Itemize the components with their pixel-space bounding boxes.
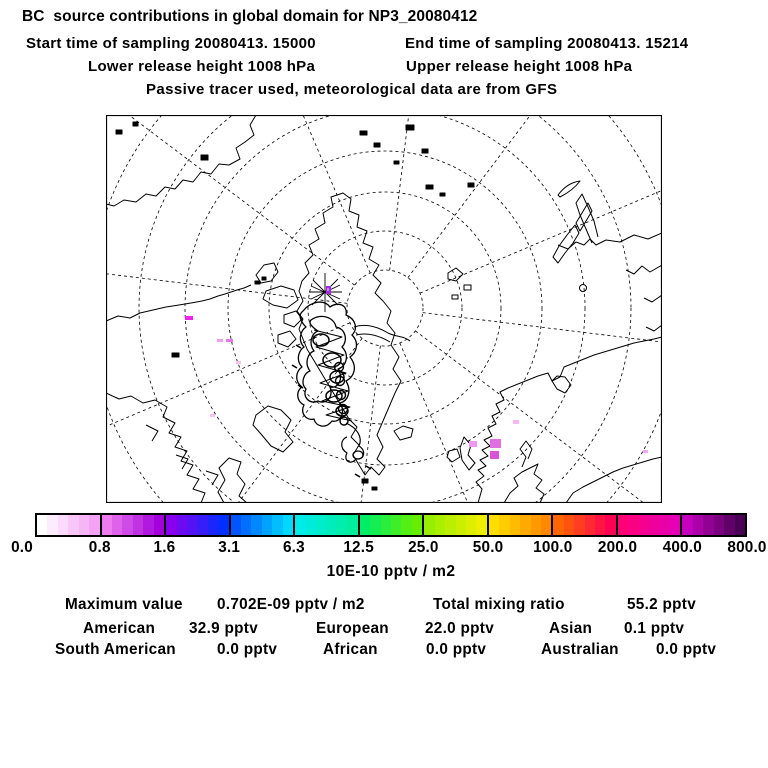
coastline-chukotka [106, 115, 256, 206]
colorbar-cell [231, 515, 241, 535]
islets-bering [116, 122, 208, 160]
coastline-baltic [504, 464, 544, 503]
colorbar-cell [445, 515, 455, 535]
colorbar-cell [391, 515, 401, 535]
colorbar-cell [639, 515, 649, 535]
colorbar-cell [381, 515, 391, 535]
coastline-greenland-ellesmere [297, 193, 401, 475]
colorbar-cell [208, 515, 218, 535]
colorbar-cell [585, 515, 595, 535]
colorbar-cell [122, 515, 132, 535]
tracer-note: Passive tracer used, meteorological data are from GFS [146, 81, 558, 98]
colorbar-cell [283, 515, 293, 535]
colorbar-cell [326, 515, 336, 535]
colorbar-cell [295, 515, 305, 535]
colorbar-cell [531, 515, 541, 535]
colorbar-cell [541, 515, 551, 535]
colorbar-cell [476, 515, 486, 535]
plume-east-arm [354, 325, 410, 342]
white-sea [552, 376, 571, 393]
colorbar-cell [316, 515, 326, 535]
region-label-american: American [83, 620, 156, 637]
colorbar [35, 513, 747, 537]
region-label-asian: Asian [549, 620, 593, 637]
colorbar-cell [306, 515, 316, 535]
colorbar-cell [79, 515, 89, 535]
coastline-scandinavia [476, 337, 662, 503]
meridian-line [400, 343, 541, 503]
region-label-european: European [316, 620, 389, 637]
release-point-dot-highlight [327, 288, 329, 291]
plume-mid-contour [303, 316, 346, 402]
colorbar-cell [724, 515, 734, 535]
region-label-australian: Australian [541, 641, 619, 658]
figure-title: BC source contributions in global domain for NP3_20080412 [22, 8, 478, 25]
islands-svalbard [448, 268, 471, 299]
end-time-label: End time of sampling 20080413. 15214 [405, 35, 689, 52]
islets-greenland-south [362, 479, 377, 490]
colorbar-segment [616, 515, 681, 535]
island-novaya-zemlya-south [553, 225, 579, 263]
region-value-asian: 0.1 pptv [624, 620, 685, 637]
latitude-circle [228, 151, 542, 465]
colorbar-cell [412, 515, 422, 535]
colorbar-cell [166, 515, 176, 535]
upper-release-label: Upper release height 1008 hPa [406, 58, 633, 75]
island-ring [580, 285, 587, 292]
colorbar-cell [133, 515, 143, 535]
colorbar-segment [100, 515, 165, 535]
island-curved-sliver [558, 181, 580, 197]
island-ireland [447, 449, 460, 462]
plume-lower-cell [353, 451, 363, 459]
coastlines [106, 115, 662, 503]
latitude-circle [185, 115, 585, 503]
colorbar-cell [595, 515, 605, 535]
siberia-gulfs [626, 265, 662, 331]
region-label-south-american: South American [55, 641, 176, 658]
colorbar-segment [229, 515, 294, 535]
colorbar-cell [218, 515, 228, 535]
colorbar-cell [370, 515, 380, 535]
map-frame [107, 116, 662, 503]
colorbar-segment [293, 515, 358, 535]
colorbar-cell [154, 515, 164, 535]
coastline-siberia [558, 233, 662, 249]
colorbar-segment [37, 515, 100, 535]
region-value-african: 0.0 pptv [426, 641, 487, 658]
trace-concentration-dots [185, 316, 648, 459]
region-value-american: 32.9 pptv [189, 620, 259, 637]
colorbar-cell [272, 515, 282, 535]
colorbar-segment [551, 515, 616, 535]
colorbar-cell [177, 515, 187, 535]
colorbar-tick-label: 12.5 [343, 539, 374, 556]
region-label-african: African [323, 641, 378, 658]
island-baffin [253, 406, 293, 452]
colorbar-cell [670, 515, 680, 535]
colorbar-segment [487, 515, 552, 535]
region-value-european: 22.0 pptv [425, 620, 495, 637]
latitude-circle [308, 231, 462, 385]
colorbar-cell [197, 515, 207, 535]
colorbar-cell [564, 515, 574, 535]
colorbar-cell [37, 515, 47, 535]
colorbar-cell [649, 515, 659, 535]
colorbar-cell [360, 515, 370, 535]
polar-map [106, 115, 662, 503]
meridian-line [420, 152, 662, 293]
colorbar-tick-label: 50.0 [472, 539, 504, 556]
colorbar-cell [435, 515, 445, 535]
colorbar-tick-label: 0.0 [11, 539, 33, 556]
total-ratio-value: 55.2 pptv [627, 596, 697, 613]
colorbar-cell [112, 515, 122, 535]
plume-cell [313, 334, 329, 346]
latitude-circle [139, 115, 631, 503]
islands-arctic-top [360, 125, 474, 196]
colorbar-cell [262, 515, 272, 535]
colorbar-cell [553, 515, 563, 535]
colorbar-tick-label: 6.3 [282, 539, 305, 556]
latitude-circle [106, 115, 662, 503]
colorbar-cell [499, 515, 509, 535]
coastline-north-america [106, 393, 205, 503]
colorbar-cell [68, 515, 78, 535]
colorbar-cell [143, 515, 153, 535]
colorbar-cell [714, 515, 724, 535]
colorbar-cell [251, 515, 261, 535]
max-value: 0.702E-09 pptv / m2 [217, 596, 365, 613]
colorbar-cell [574, 515, 584, 535]
colorbar-cell [337, 515, 347, 535]
colorbar-tick-label: 0.8 [88, 539, 111, 556]
meridian-line [390, 115, 434, 270]
colorbar-tick-label: 800.0 [727, 539, 767, 556]
colorbar-unit-label: 10E-10 pptv / m2 [326, 563, 456, 580]
meridian-line [106, 259, 347, 303]
meridian-line [423, 313, 662, 357]
region-value-south-american: 0.0 pptv [217, 641, 278, 658]
colorbar-cell [89, 515, 99, 535]
colorbar-tick-label: 25.0 [408, 539, 439, 556]
lower-release-label: Lower release height 1008 hPa [88, 58, 316, 75]
colorbar-cell [605, 515, 615, 535]
colorbar-ticks [11, 539, 767, 557]
colorbar-tick-label: 400.0 [662, 539, 702, 556]
meridian-line [106, 323, 350, 464]
colorbar-tick-label: 200.0 [597, 539, 638, 556]
island-iceland [394, 426, 413, 440]
coastline-europe-russia [566, 457, 662, 503]
colorbar-cell [735, 515, 745, 535]
colorbar-cell [456, 515, 466, 535]
latitude-circle [269, 192, 501, 424]
colorbar-tick-label: 1.6 [153, 539, 176, 556]
colorbar-cell [187, 515, 197, 535]
colorbar-segment [680, 515, 745, 535]
colorbar-cell [618, 515, 628, 535]
colorbar-tick-label: 3.1 [218, 539, 241, 556]
meridian-line [144, 338, 362, 503]
meridian-line [106, 115, 355, 285]
total-ratio-label: Total mixing ratio [433, 596, 565, 613]
na-inland-squiggles [146, 425, 218, 485]
plume-contours [292, 302, 410, 477]
polar-map-svg [106, 115, 662, 503]
colorbar-segment [358, 515, 423, 535]
colorbar-cell [347, 515, 357, 535]
colorbar-cell [489, 515, 499, 535]
colorbar-cell [628, 515, 638, 535]
colorbar-cell [401, 515, 411, 535]
colorbar-cell [510, 515, 520, 535]
island-arch-2 [278, 331, 296, 347]
colorbar-cell [466, 515, 476, 535]
colorbar-cell [241, 515, 251, 535]
colorbar-cell [520, 515, 530, 535]
colorbar-cell [703, 515, 713, 535]
region-value-australian: 0.0 pptv [656, 641, 717, 658]
colorbar-tick-label: 100.0 [533, 539, 573, 556]
colorbar-cell [47, 515, 57, 535]
colorbar-segment [164, 515, 229, 535]
colorbar-cell [660, 515, 670, 535]
graticule-grid [106, 115, 662, 503]
max-value-label: Maximum value [65, 596, 183, 613]
colorbar-cell [682, 515, 692, 535]
colorbar-segment [422, 515, 487, 535]
colorbar-cell [693, 515, 703, 535]
colorbar-cell [424, 515, 434, 535]
colorbar-cell [58, 515, 68, 535]
island-banks [256, 263, 278, 283]
island-novaya-zemlya-north [576, 203, 592, 231]
colorbar-cell [102, 515, 112, 535]
start-time-label: Start time of sampling 20080413. 15000 [26, 35, 316, 52]
